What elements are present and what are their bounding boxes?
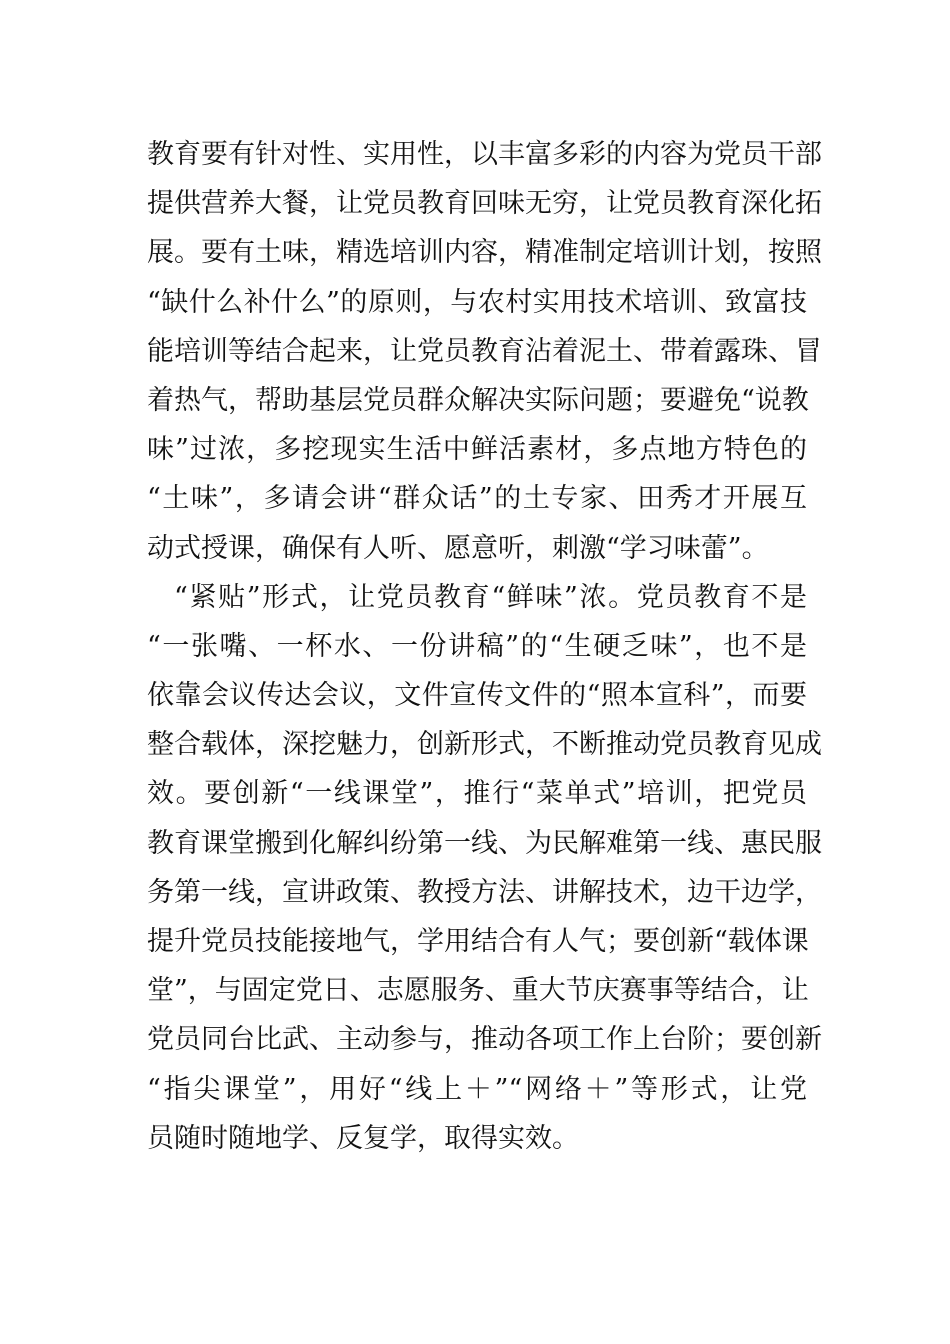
paragraph-line: 务第一线，宣讲政策、教授方法、讲解技术，边干边学， <box>147 876 822 908</box>
paragraph-2 <box>147 573 822 1163</box>
paragraph-line: 整合载体，深挖魅力，创新形式，不断推动党员教育见成 <box>147 729 822 761</box>
paragraph-line: “紧贴”形式，让党员教育“鲜味”浓。党员教育不是 <box>174 581 807 613</box>
paragraph-line: 教育要有针对性、实用性，以丰富多彩的内容为党员干部 <box>147 139 822 170</box>
paragraph-line: 展。要有土味，精选培训内容，精准制定培训计划，按照 <box>147 237 822 269</box>
paragraph-1 <box>147 130 822 573</box>
paragraph-line: 党员同台比武、主动参与，推动各项工作上台阶；要创新 <box>147 1024 822 1056</box>
paragraph-line: 堂”，与固定党日、志愿服务、重大节庆赛事等结合，让 <box>147 975 809 1007</box>
paragraph-line: 提升党员技能接地气，学用结合有人气；要创新“载体课 <box>147 926 809 957</box>
paragraph-line: 能培训等结合起来，让党员教育沾着泥土、带着露珠、冒 <box>147 335 822 367</box>
paragraph-line: 员随时随地学、反复学，取得实效。 <box>147 1122 579 1154</box>
paragraph-line: “土味”，多请会讲“群众话”的土专家、田秀才开展互 <box>147 483 807 515</box>
paragraph-line: 效。要创新“一线课堂”，推行“菜单式”培训，把党员 <box>147 778 807 810</box>
paragraph-line: 动式授课，确保有人听、愿意听，刺激“学习味蕾”。 <box>147 532 769 564</box>
paragraph-line: “一张嘴、一杯水、一份讲稿”的“生硬乏味”，也不是 <box>147 630 807 662</box>
paragraph-line: 提供营养大餐，让党员教育回味无穷，让党员教育深化拓 <box>147 188 822 220</box>
paragraph-line: 味”过浓，多挖现实生活中鲜活素材，多点地方特色的 <box>147 434 807 466</box>
paragraph-line: 教育课堂搬到化解纠纷第一线、为民解难第一线、惠民服 <box>147 827 822 859</box>
paragraph-line: 依靠会议传达会议，文件宣传文件的“照本宣科”，而要 <box>147 680 807 712</box>
document-body <box>147 130 822 1163</box>
paragraph-line: “指尖课堂”，用好“线上＋”“网络＋”等形式，让党 <box>147 1073 807 1105</box>
paragraph-line: “缺什么补什么”的原则，与农村实用技术培训、致富技 <box>147 286 807 318</box>
paragraph-line: 着热气，帮助基层党员群众解决实际问题；要避免“说教 <box>147 384 809 416</box>
